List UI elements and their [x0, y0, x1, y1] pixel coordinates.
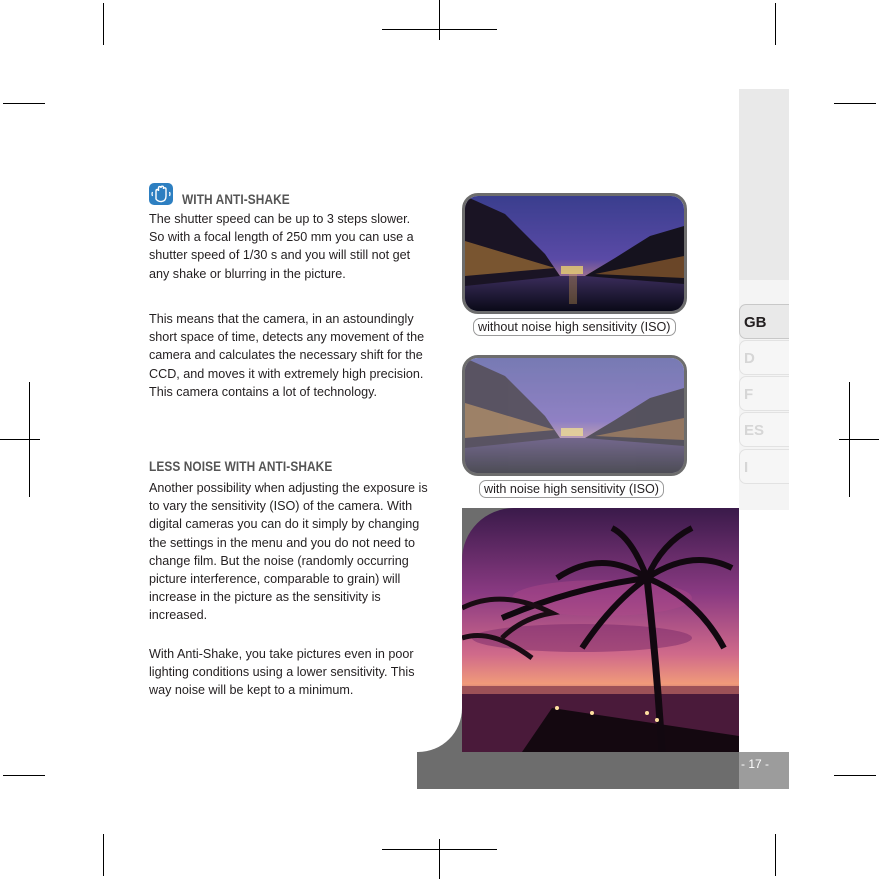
paragraph-iso-sensitivity: Another possibility when adjusting the exposure is to vary the sensitivity (ISO) of the camera. With digital cameras you can do it simply by changing the settings in the menu and you do not need to change film. But the noise (randomly occurring picture interference, comparable to grain) will increase in the picture as the sensitivity is increased. [149, 481, 428, 623]
caption-with-noise: with noise high sensitivity (ISO) [479, 480, 664, 498]
crop-mark [439, 839, 440, 879]
language-tab-i[interactable]: I [739, 449, 789, 484]
crop-mark [382, 29, 497, 30]
photo-with-noise [462, 355, 687, 476]
paragraph-shutter-speed: The shutter speed can be up to 3 steps slower. So with a focal length of 250 mm you can use a shutter speed of 1/30 s and you will still not get any shake or blurring in the picture. [149, 212, 414, 281]
language-tab-es[interactable]: ES [739, 412, 789, 447]
language-tab-gb[interactable]: GB [739, 304, 789, 339]
crop-mark [834, 103, 876, 104]
sunset-photo-frame [462, 508, 739, 752]
crop-mark [775, 834, 776, 876]
section-heading-anti-shake: WITH ANTI-SHAKE [182, 192, 290, 207]
crop-mark [839, 439, 879, 440]
crop-mark [3, 775, 45, 776]
page-number: - 17 - [741, 757, 770, 771]
sunset-photo [462, 508, 739, 752]
photo-without-noise [462, 193, 687, 314]
crop-mark [103, 3, 104, 45]
crop-mark [834, 775, 876, 776]
language-tab-d[interactable]: D [739, 340, 789, 375]
paragraph-lower-sensitivity: With Anti-Shake, you take pictures even in poor lighting conditions using a lower sensitivity. This way noise will be kept to a minimum. [149, 647, 415, 698]
crop-mark [0, 439, 40, 440]
crop-mark [775, 3, 776, 45]
language-strip-top [739, 89, 789, 280]
crop-mark [439, 0, 440, 40]
caption-without-noise: without noise high sensitivity (ISO) [473, 318, 676, 336]
crop-mark [382, 849, 497, 850]
crop-mark [103, 834, 104, 876]
section-heading-less-noise: LESS NOISE WITH ANTI-SHAKE [149, 459, 333, 474]
language-tab-f[interactable]: F [739, 376, 789, 411]
hand-shake-icon [149, 183, 173, 205]
crop-mark [3, 103, 45, 104]
footer-grey-bar [417, 752, 739, 789]
paragraph-camera-technology: This means that the camera, in an astoundingly short space of time, detects any movement of the camera and calculates the necessary shift for the CCD, and moves it with extremely high precision. This camera contains a lot of technology. [149, 312, 425, 399]
